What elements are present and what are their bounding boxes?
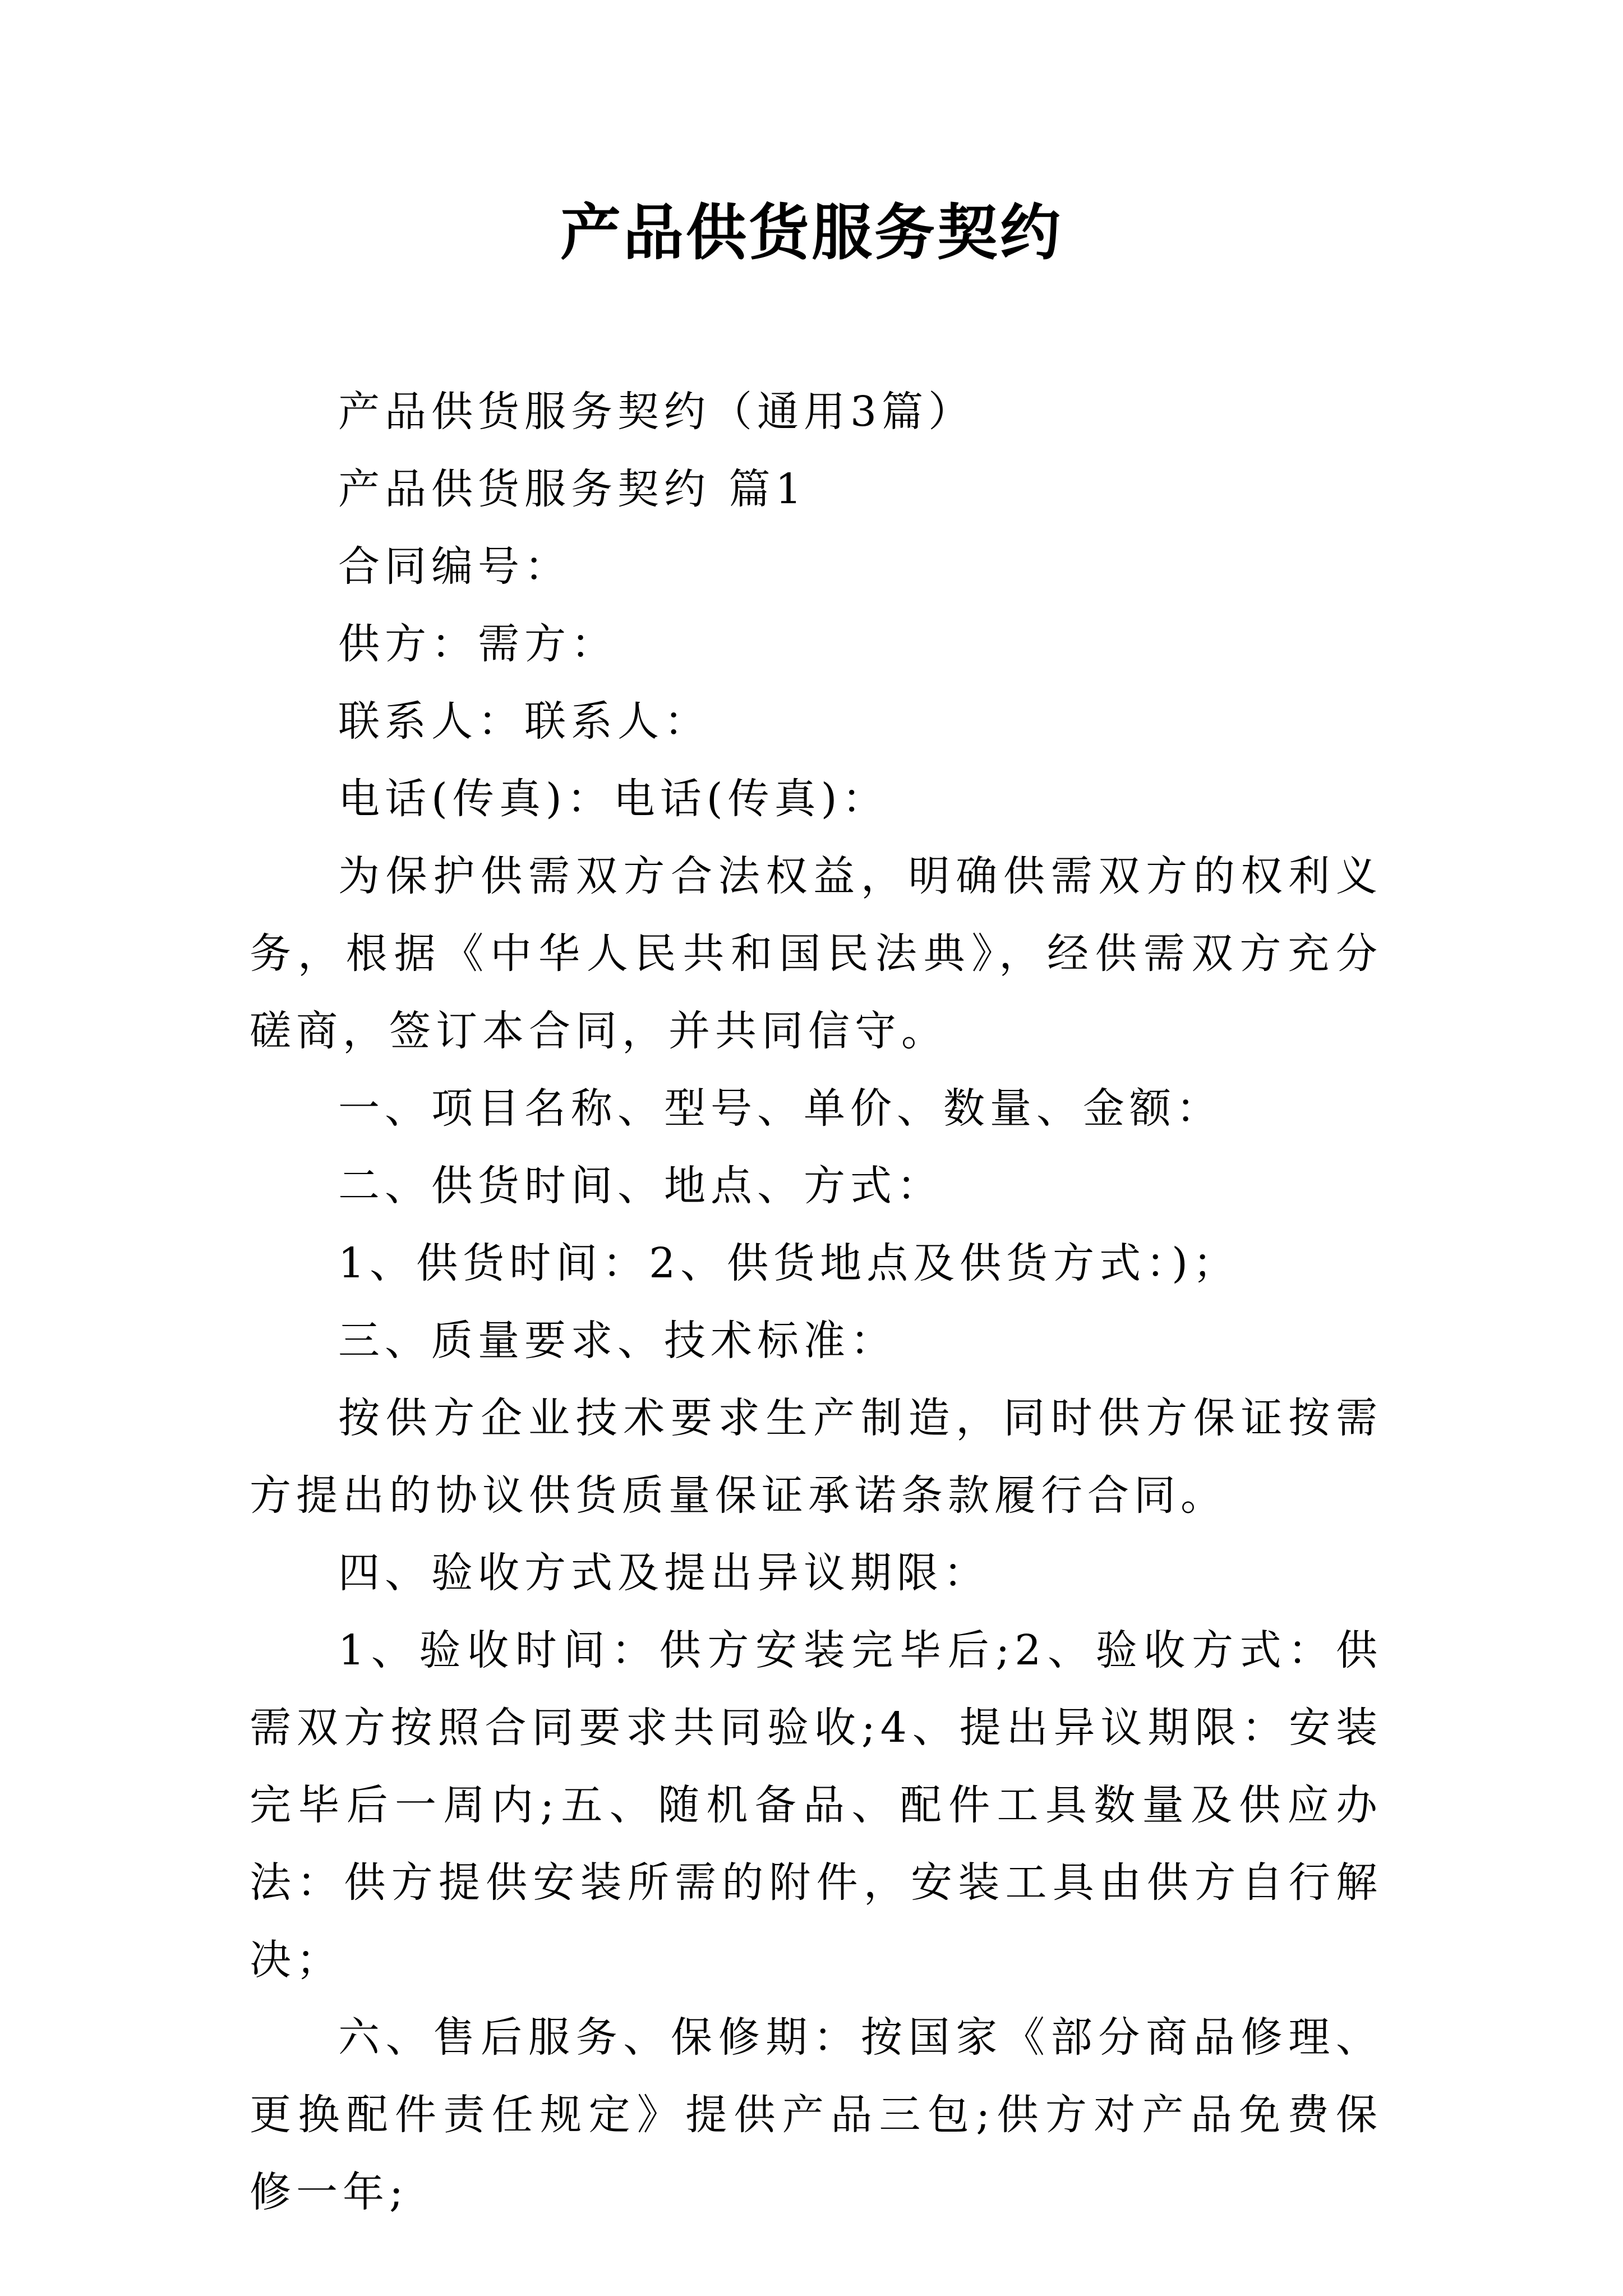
paragraph-collection-title: 产品供货服务契约（通用3篇） — [338, 388, 975, 436]
paragraph-clause-3: 三、质量要求、技术标准： — [338, 1317, 897, 1365]
document-body — [250, 373, 1382, 2231]
paragraph-parties: 供方：需方： — [338, 620, 617, 668]
paragraph-section-heading: 产品供货服务契约 篇1 — [338, 465, 807, 513]
paragraph-clause-4: 四、验收方式及提出异议期限： — [338, 1549, 990, 1597]
paragraph-clause-2: 二、供货时间、地点、方式： — [338, 1162, 943, 1210]
paragraph-phone-fax: 电话(传真)：电话(传真)： — [338, 775, 889, 823]
paragraph-clause-3-detail: 按供方企业技术要求生产制造，同时供方保证按需方提出的协议供货质量保证承诺条款履行合同。 — [250, 1394, 1382, 1520]
paragraph-clause-2-detail: 1、供货时间：2、供货地点及供货方式：)； — [338, 1239, 1240, 1287]
paragraph-contract-number: 合同编号： — [338, 542, 571, 591]
document-title: 产品供货服务契约 — [560, 197, 1063, 268]
paragraph-preamble: 为保护供需双方合法权益，明确供需双方的权利义务，根据《中华人民共和国民法典》，经供需双方充分磋商，签订本合同，并共同信守。 — [250, 852, 1382, 1055]
paragraph-clause-4-detail: 1、验收时间：供方安装完毕后;2、验收方式：供需双方按照合同要求共同验收;4、提出异议期限：安装完毕后一周内;五、随机备品、配件工具数量及供应办法：供方提供安装所需的附件，安装工具由供方自行解决； — [250, 1626, 1382, 1984]
paragraph-contacts: 联系人：联系人： — [338, 697, 711, 746]
paragraph-clause-1: 一、项目名称、型号、单价、数量、金额： — [338, 1084, 1223, 1133]
paragraph-clause-6: 六、售后服务、保修期：按国家《部分商品修理、更换配件责任规定》提供产品三包;供方对产品免费保修一年; — [250, 2013, 1382, 2216]
